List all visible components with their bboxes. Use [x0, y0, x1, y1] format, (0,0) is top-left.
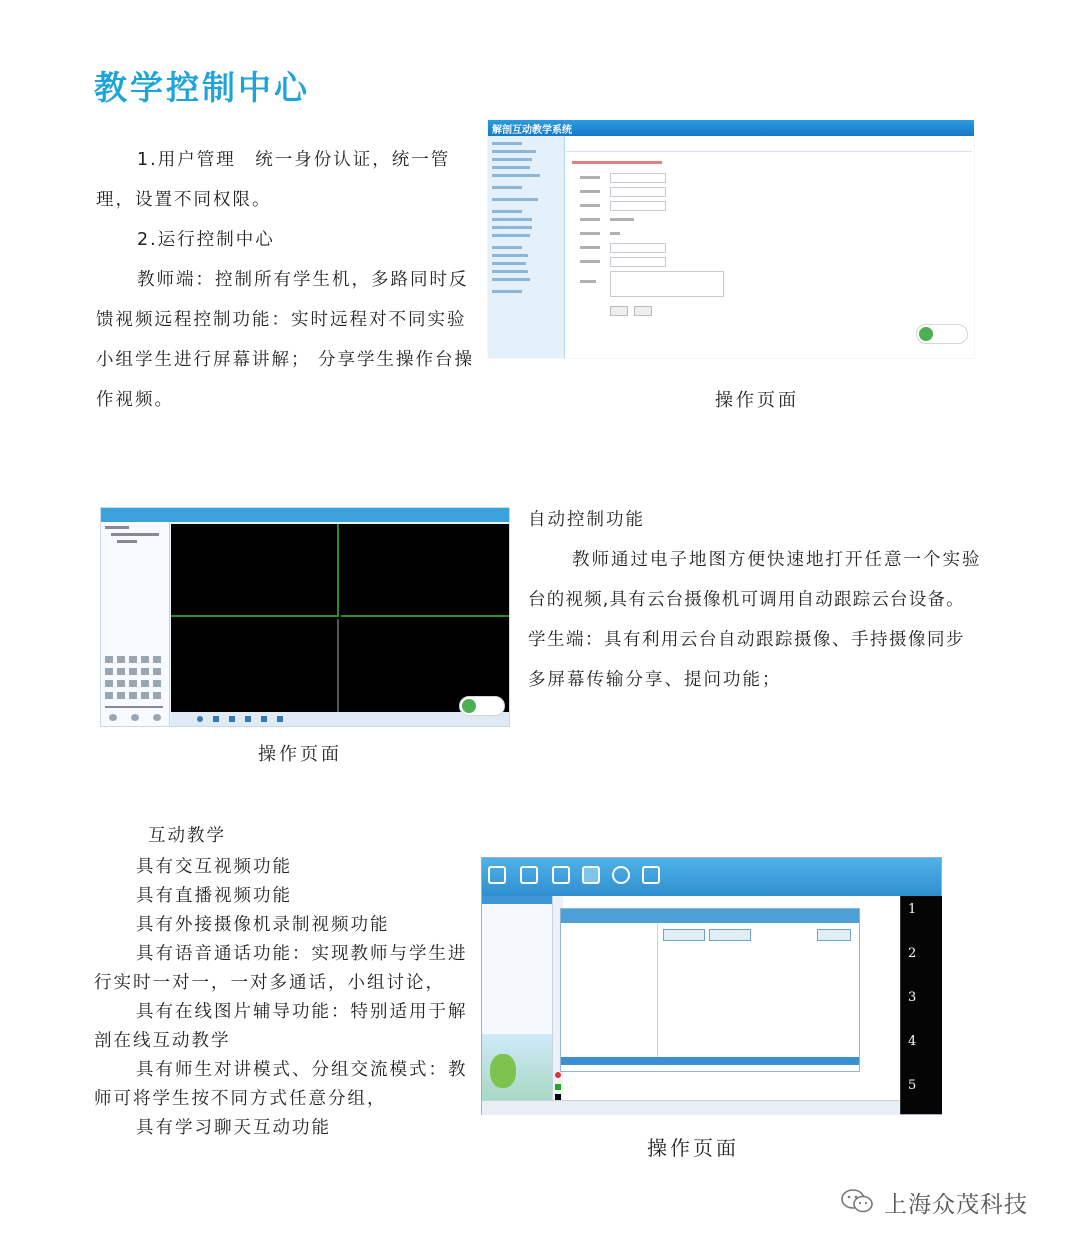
section3-line-9: 具有师生对讲模式、分组交流模式：教: [136, 1060, 468, 1080]
screenshot-header-title: 解剖互动教学系统: [492, 125, 572, 136]
section1-line-6: 小组学生进行屏幕讲解； 分享学生操作台操: [96, 350, 475, 370]
caption-3: 操作页面: [647, 1136, 739, 1160]
video-cell-3: [171, 619, 339, 712]
section3-line-4: 具有外接摄像机录制视频功能: [136, 915, 390, 935]
section3-line-10: 师可将学生按不同方式任意分组，: [94, 1089, 387, 1109]
panel-number-1: 1: [908, 902, 917, 917]
video-cell-2: [341, 524, 509, 617]
brand-name: 上海众茂科技: [884, 1192, 1028, 1218]
section3-line-1: 互动教学: [148, 826, 226, 846]
panel-number-2: 2: [908, 946, 917, 961]
screenshot-statusbar: [482, 1100, 900, 1115]
screenshot-header: [488, 120, 974, 136]
section2-line-3: 台的视频,具有云台摄像机可调用自动跟踪云台设备。: [528, 590, 965, 610]
screenshot-sidebar: [488, 136, 565, 358]
section1-line-1: 1.用户管理 统一身份认证，统一管: [137, 150, 451, 170]
section3-line-3: 具有直播视频功能: [136, 886, 292, 906]
section3-line-7: 具有在线图片辅导功能：特别适用于解: [136, 1002, 468, 1022]
section1-line-4: 教师端：控制所有学生机，多路同时反: [137, 270, 469, 290]
section3-line-8: 剖在线互动教学: [94, 1031, 231, 1051]
screenshot-interactive-teaching: [481, 857, 942, 1115]
section2-line-2: 教师通过电子地图方便快速地打开任意一个实验: [572, 550, 982, 570]
caption-1: 操作页面: [715, 390, 799, 411]
ptz-control-panel: [103, 654, 167, 724]
section3-line-2: 具有交互视频功能: [136, 857, 292, 877]
screenshot-panel-numbers: [900, 896, 942, 1114]
online-status-badge: [916, 324, 968, 344]
panel-number-5: 5: [908, 1078, 917, 1093]
screenshot-student-list: [482, 896, 553, 1100]
video-toolbar: [171, 712, 509, 726]
section1-line-7: 作视频。: [96, 390, 174, 410]
video-cell-1: [171, 524, 339, 617]
panel-number-4: 4: [908, 1034, 917, 1049]
video-grid: [171, 524, 509, 712]
screenshot-toolbar: [482, 858, 941, 896]
screenshot-video-control: [100, 507, 510, 727]
section3-line-5: 具有语音通话功能：实现教师与学生进: [136, 944, 468, 964]
panel-number-3: 3: [908, 990, 917, 1005]
section1-line-2: 理，设置不同权限。: [96, 190, 272, 210]
screenshot-dialog: [560, 908, 860, 1072]
section2-line-4: 学生端：具有利用云台自动跟踪摄像、手持摄像同步: [528, 630, 965, 650]
screenshot-breadcrumb: [566, 139, 972, 152]
section3-line-11: 具有学习聊天互动功能: [136, 1118, 331, 1138]
online-status-badge-2: [459, 696, 505, 716]
section1-line-3: 2.运行控制中心: [137, 230, 275, 250]
section1-line-5: 馈视频远程控制功能：实时远程对不同实验: [96, 310, 467, 330]
screenshot-user-management: [488, 120, 974, 358]
page-title: 教学控制中心: [94, 68, 310, 107]
screenshot-tabs: [101, 508, 509, 522]
section2-line-1: 自动控制功能: [528, 510, 645, 530]
caption-2: 操作页面: [258, 744, 342, 765]
wechat-icon: [840, 1188, 876, 1214]
section2-line-5: 多屏幕传输分享、提问功能；: [528, 670, 782, 690]
section3-line-6: 行实时一对一，一对多通话，小组讨论，: [94, 973, 445, 993]
